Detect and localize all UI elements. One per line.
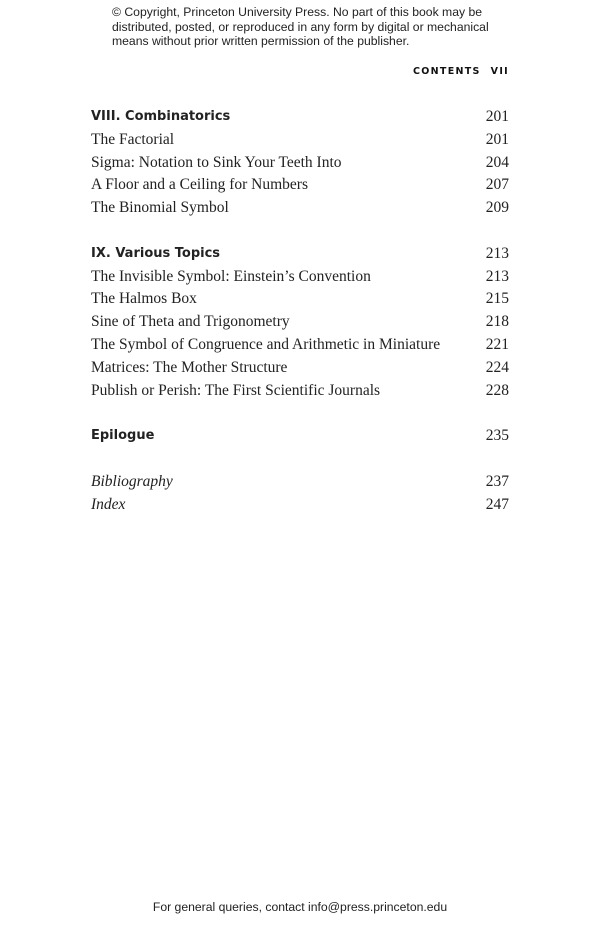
toc-entry-title: Sigma: Notation to Sink Your Teeth Into: [91, 153, 342, 171]
toc-spacer: [91, 402, 509, 425]
toc-entry-page: 207: [485, 176, 509, 194]
toc-entry-title: IX. Various Topics: [91, 245, 221, 261]
toc-entry[interactable]: [91, 174, 509, 197]
copyright-line: © Copyright, Princeton University Press. No part of this book may be: [112, 5, 483, 19]
copyright-notice: [112, 5, 512, 49]
toc-section-heading[interactable]: [91, 106, 509, 129]
running-head-label: CONTENTS: [413, 66, 481, 77]
toc-entry-title: Sine of Theta and Trigonometry: [91, 313, 290, 331]
toc-spacer: [91, 220, 509, 243]
running-head: [413, 66, 509, 77]
toc-entry[interactable]: [91, 380, 509, 403]
toc-entry-page: 213: [485, 244, 509, 262]
toc-entry[interactable]: [91, 129, 509, 152]
toc-entry-page: 247: [485, 495, 509, 513]
toc-entry-title: The Symbol of Congruence and Arithmetic in Miniature: [91, 335, 441, 353]
toc-entry-page: 228: [485, 381, 509, 399]
toc-entry-title: The Invisible Symbol: Einstein’s Convention: [91, 267, 371, 285]
toc-entry-title: Bibliography: [91, 472, 173, 490]
toc-entry[interactable]: [91, 266, 509, 289]
toc-entry[interactable]: [91, 334, 509, 357]
running-head-page: VII: [490, 66, 509, 77]
toc-entry[interactable]: [91, 152, 509, 175]
toc-entry-page: 221: [485, 335, 509, 353]
toc-entry-title: Epilogue: [91, 428, 155, 444]
toc-section-heading[interactable]: [91, 243, 509, 266]
copyright-line: means without prior written permission of the publisher.: [112, 34, 410, 49]
toc-section-heading[interactable]: [91, 425, 509, 448]
toc-entry-page: 201: [485, 130, 509, 148]
toc-entry-page: 237: [485, 472, 509, 490]
toc-entry-page: 213: [485, 267, 509, 285]
toc-entry-title: The Factorial: [91, 130, 175, 148]
toc-entry-page: 218: [485, 313, 509, 331]
toc-entry-title: Matrices: The Mother Structure: [91, 358, 288, 376]
toc-entry[interactable]: [91, 197, 509, 220]
toc-entry[interactable]: [91, 357, 509, 380]
toc-entry-page: 209: [485, 199, 509, 217]
toc-entry-title: Publish or Perish: The First Scientific Journals: [91, 381, 381, 399]
toc-entry-page: 215: [485, 290, 509, 308]
table-of-contents: [91, 106, 509, 516]
toc-entry-page: 235: [485, 427, 509, 445]
toc-entry-title: The Binomial Symbol: [91, 199, 229, 217]
toc-entry[interactable]: [91, 471, 509, 494]
toc-entry-page: 224: [485, 358, 509, 376]
footer-contact: For general queries, contact info@press.princeton.edu: [152, 900, 448, 914]
copyright-line: distributed, posted, or reproduced in any form by digital or mechanical: [112, 19, 489, 34]
toc-entry[interactable]: [91, 311, 509, 334]
toc-entry[interactable]: [91, 494, 509, 517]
toc-entry-page: 201: [485, 108, 509, 125]
toc-entry[interactable]: [91, 288, 509, 311]
toc-entry-title: Index: [91, 495, 126, 513]
toc-entry-page: 204: [485, 153, 509, 171]
toc-spacer: [91, 448, 509, 471]
toc-entry-title: VIII. Combinatorics: [91, 109, 231, 124]
toc-entry-title: The Halmos Box: [91, 290, 197, 308]
toc-entry-title: A Floor and a Ceiling for Numbers: [91, 176, 308, 194]
